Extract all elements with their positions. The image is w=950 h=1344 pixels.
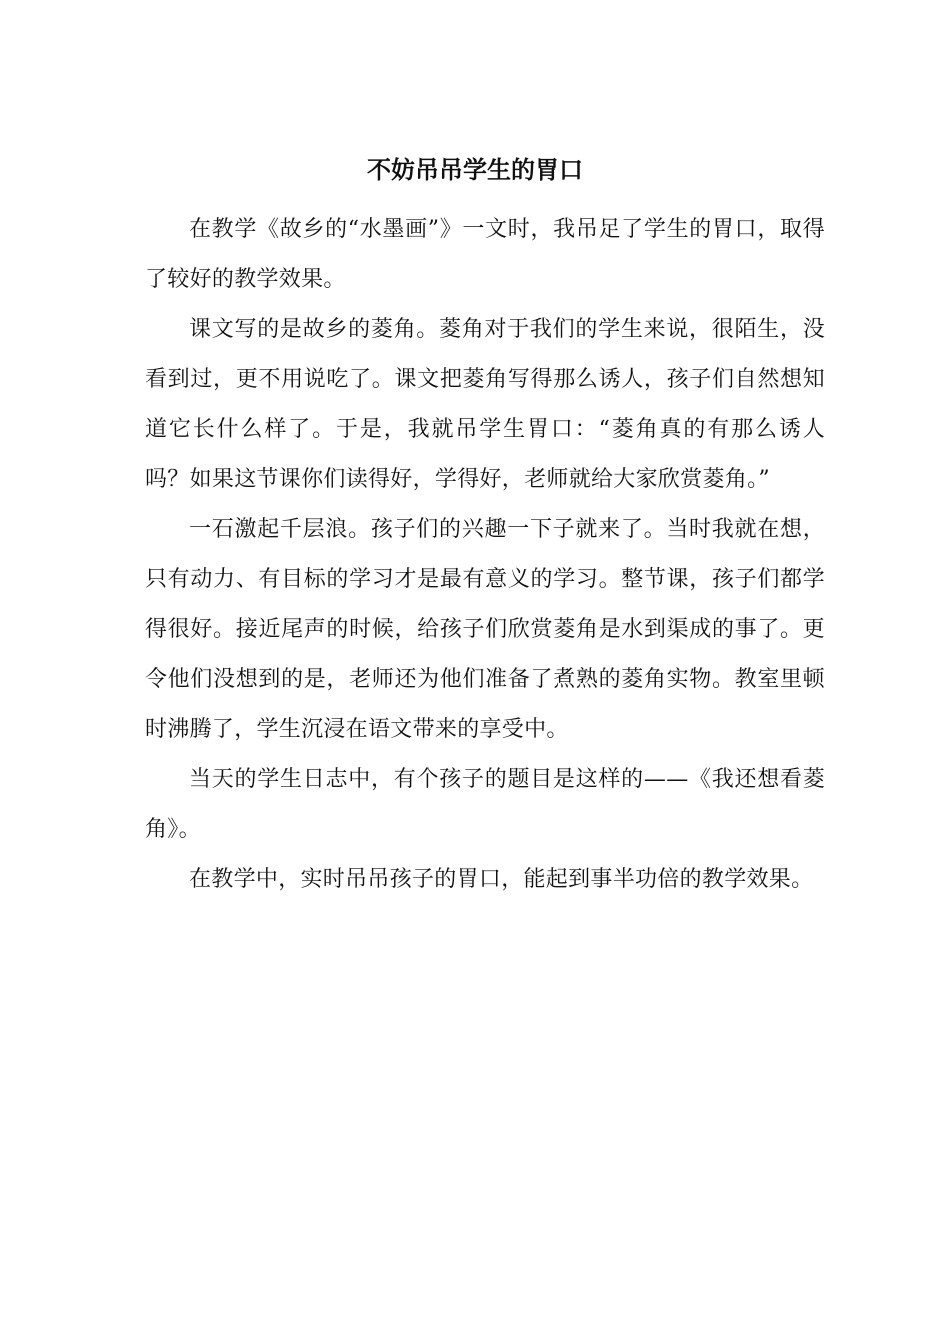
paragraph-5: 在教学中，实时吊吊孩子的胃口，能起到事半功倍的教学效果。 [189,867,814,892]
document-body [145,205,825,905]
paragraph-2: 课文写的是故乡的菱角。菱角对于我们的学生来说，很陌生，没看到过，更不用说吃了。课文把菱角写得那么诱人，孩子们自然想知道它长什么样了。于是，我就吊学生胃口：“菱角真的有那么诱人吗？如果这节课你们读得好，学得好，老师就给大家欣赏菱角。” [145,317,825,492]
paragraph-3: 一石激起千层浪。孩子们的兴趣一下子就来了。当时我就在想，只有动力、有目标的学习才是最有意义的学习。整节课，孩子们都学得很好。接近尾声的时候，给孩子们欣赏菱角是水到渠成的事了。更令他们没想到的是，老师还为他们准备了煮熟的菱角实物。教室里顿时沸腾了，学生沉浸在语文带来的享受中。 [145,517,825,742]
paragraph-4: 当天的学生日志中，有个孩子的题目是这样的——《我还想看菱角》。 [145,767,825,842]
paragraph-1: 在教学《故乡的“水墨画”》一文时，我吊足了学生的胃口，取得了较好的教学效果。 [145,217,825,292]
document-title: 不妨吊吊学生的胃口 [367,156,583,184]
